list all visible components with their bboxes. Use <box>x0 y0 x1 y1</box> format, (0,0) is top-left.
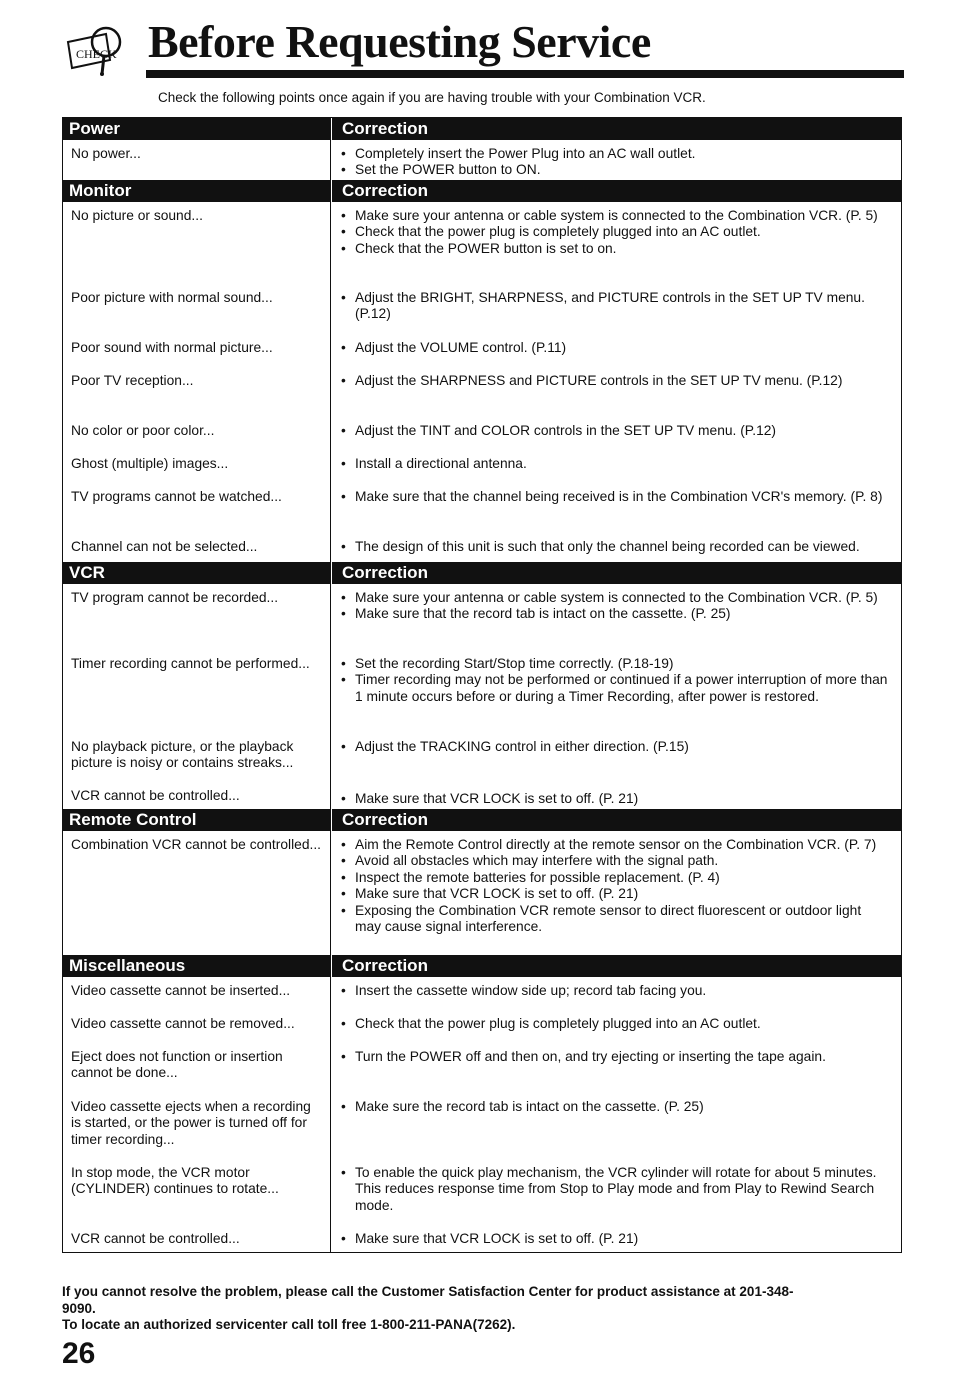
correction-cell <box>331 831 901 955</box>
table-row <box>63 1093 901 1159</box>
problem-cell: Ghost (multiple) images... <box>63 450 331 483</box>
correction-cell <box>331 977 901 1010</box>
correction-item: • Adjust the TINT and COLOR controls in the SET UP TV menu. (P.12) <box>341 423 891 439</box>
correction-item: • The design of this unit is such that only the channel being recorded can be viewed. <box>341 539 891 555</box>
table-row <box>63 1010 901 1043</box>
table-row <box>63 1159 901 1225</box>
correction-cell <box>331 782 901 809</box>
footer-note <box>62 1284 822 1334</box>
correction-header: Correction <box>331 809 901 831</box>
section-title: Miscellaneous <box>69 956 186 975</box>
correction-item: • Inspect the remote batteries for possible replacement. (P. 4) <box>341 870 891 886</box>
correction-cell <box>331 140 901 180</box>
correction-cell <box>331 1225 901 1252</box>
footer-line-1: If you cannot resolve the problem, please call the Customer Satisfaction Center for product assistance at 201-348-9090. <box>62 1284 794 1316</box>
problem-cell: Timer recording cannot be performed... <box>63 650 331 733</box>
correction-item: • Make sure that the record tab is intact on the cassette. (P. 25) <box>341 606 891 622</box>
correction-cell <box>331 1093 901 1159</box>
section-title: Remote Control <box>69 810 197 829</box>
section-header-power <box>63 118 901 140</box>
correction-item: • Set the POWER button to ON. <box>341 162 891 178</box>
problem-cell: TV program cannot be recorded... <box>63 584 331 650</box>
section-title: Monitor <box>69 181 132 200</box>
correction-item: • Make sure that VCR LOCK is set to off. (P. 21) <box>341 791 891 807</box>
correction-item: • Check that the POWER button is set to on. <box>341 241 891 257</box>
correction-item: • Adjust the TRACKING control in either direction. (P.15) <box>341 739 891 755</box>
correction-item: • Avoid all obstacles which may interfere with the signal path. <box>341 853 891 869</box>
page-number: 26 <box>62 1337 96 1370</box>
correction-cell <box>331 1010 901 1043</box>
problem-cell: VCR cannot be controlled... <box>63 1225 331 1252</box>
section-header-miscellaneous <box>63 955 901 977</box>
correction-item: • Check that the power plug is completely plugged into an AC outlet. <box>341 1016 891 1032</box>
problem-cell: Poor sound with normal picture... <box>63 334 331 367</box>
intro-text: Check the following points once again if you are having trouble with your Combination VCR. <box>158 90 706 105</box>
table-row <box>63 202 901 284</box>
table-row <box>63 650 901 733</box>
correction-cell <box>331 650 901 733</box>
table-row <box>63 450 901 483</box>
table-row <box>63 584 901 650</box>
problem-cell: No playback picture, or the playback picture is noisy or contains streaks... <box>63 733 331 782</box>
section-header-vcr <box>63 562 901 584</box>
correction-item: • Insert the cassette window side up; record tab facing you. <box>341 983 891 999</box>
check-label: CHECK <box>76 47 117 61</box>
footer-line-2: To locate an authorized servicenter call toll free 1-800-211-PANA(7262). <box>62 1317 516 1333</box>
check-magnifier-icon <box>62 20 138 76</box>
correction-item: • Make sure the record tab is intact on the cassette. (P. 25) <box>341 1099 891 1115</box>
correction-header: Correction <box>331 180 901 202</box>
correction-cell <box>331 417 901 450</box>
correction-item: • Adjust the BRIGHT, SHARPNESS, and PICTURE controls in the SET UP TV menu. (P.12) <box>341 290 891 323</box>
table-row <box>63 140 901 180</box>
correction-item: • Adjust the VOLUME control. (P.11) <box>341 340 891 356</box>
table-row <box>63 831 901 955</box>
table-row <box>63 417 901 450</box>
table-row <box>63 334 901 367</box>
correction-cell <box>331 1043 901 1093</box>
correction-item: • To enable the quick play mechanism, the VCR cylinder will rotate for about 5 minutes. This reduces response time from Stop to Play mode and from Play to Rewind Search mode. <box>341 1165 891 1214</box>
problem-cell: Poor picture with normal sound... <box>63 284 331 334</box>
correction-item: • Make sure that VCR LOCK is set to off. (P. 21) <box>341 1231 891 1247</box>
problem-cell: Poor TV reception... <box>63 367 331 417</box>
correction-item: • Adjust the SHARPNESS and PICTURE controls in the SET UP TV menu. (P.12) <box>341 373 891 389</box>
correction-cell <box>331 334 901 367</box>
correction-item: • Check that the power plug is completely plugged into an AC outlet. <box>341 224 891 240</box>
problem-cell: In stop mode, the VCR motor (CYLINDER) continues to rotate... <box>63 1159 331 1225</box>
table-row <box>63 483 901 533</box>
problem-cell: Channel can not be selected... <box>63 533 331 562</box>
table-row <box>63 367 901 417</box>
page-title: Before Requesting Service <box>148 16 651 67</box>
table-row <box>63 284 901 334</box>
table-row <box>63 1043 901 1093</box>
correction-cell <box>331 367 901 417</box>
section-header-monitor <box>63 180 901 202</box>
problem-cell: Video cassette ejects when a recording is started, or the power is turned off for timer recording... <box>63 1093 331 1159</box>
problem-cell: Combination VCR cannot be controlled... <box>63 831 331 955</box>
correction-item: • Timer recording may not be performed or continued if a power interruption of more than 1 minute occurs before or during a Timer Recording, after power is restored. <box>341 672 891 705</box>
title-underline <box>146 70 904 78</box>
correction-item: • Make sure your antenna or cable system is connected to the Combination VCR. (P. 5) <box>341 208 891 224</box>
correction-item: • Aim the Remote Control directly at the remote sensor on the Combination VCR. (P. 7) <box>341 837 891 853</box>
correction-cell <box>331 533 901 562</box>
correction-item: • Turn the POWER off and then on, and try ejecting or inserting the tape again. <box>341 1049 891 1065</box>
correction-item: • Make sure that VCR LOCK is set to off. (P. 21) <box>341 886 891 902</box>
correction-cell <box>331 450 901 483</box>
correction-cell <box>331 733 901 782</box>
correction-item: • Completely insert the Power Plug into an AC wall outlet. <box>341 146 891 162</box>
troubleshooting-table <box>62 117 902 1253</box>
correction-cell <box>331 1159 901 1225</box>
correction-item: • Set the recording Start/Stop time correctly. (P.18-19) <box>341 656 891 672</box>
correction-header: Correction <box>331 562 901 584</box>
table-row <box>63 782 901 809</box>
correction-cell <box>331 284 901 334</box>
correction-item: • Make sure your antenna or cable system is connected to the Combination VCR. (P. 5) <box>341 590 891 606</box>
problem-cell: No picture or sound... <box>63 202 331 284</box>
table-row <box>63 977 901 1010</box>
table-row <box>63 533 901 562</box>
correction-cell <box>331 202 901 284</box>
problem-cell: No color or poor color... <box>63 417 331 450</box>
correction-cell <box>331 584 901 650</box>
section-title: Power <box>69 119 121 138</box>
section-title: VCR <box>69 563 105 582</box>
problem-cell: Eject does not function or insertion cannot be done... <box>63 1043 331 1093</box>
problem-cell: TV programs cannot be watched... <box>63 483 331 533</box>
correction-item: • Install a directional antenna. <box>341 456 891 472</box>
problem-cell: No power... <box>63 140 331 180</box>
section-header-remote-control <box>63 809 901 831</box>
table-row <box>63 733 901 782</box>
problem-cell: Video cassette cannot be inserted... <box>63 977 331 1010</box>
correction-item: • Make sure that the channel being received is in the Combination VCR's memory. (P. 8) <box>341 489 891 505</box>
problem-cell: Video cassette cannot be removed... <box>63 1010 331 1043</box>
correction-header: Correction <box>331 118 901 140</box>
table-row <box>63 1225 901 1252</box>
correction-header: Correction <box>331 955 901 977</box>
correction-item: • Exposing the Combination VCR remote sensor to direct fluorescent or outdoor light may cause signal interference. <box>341 903 891 936</box>
problem-cell: VCR cannot be controlled... <box>63 782 331 809</box>
correction-cell <box>331 483 901 533</box>
